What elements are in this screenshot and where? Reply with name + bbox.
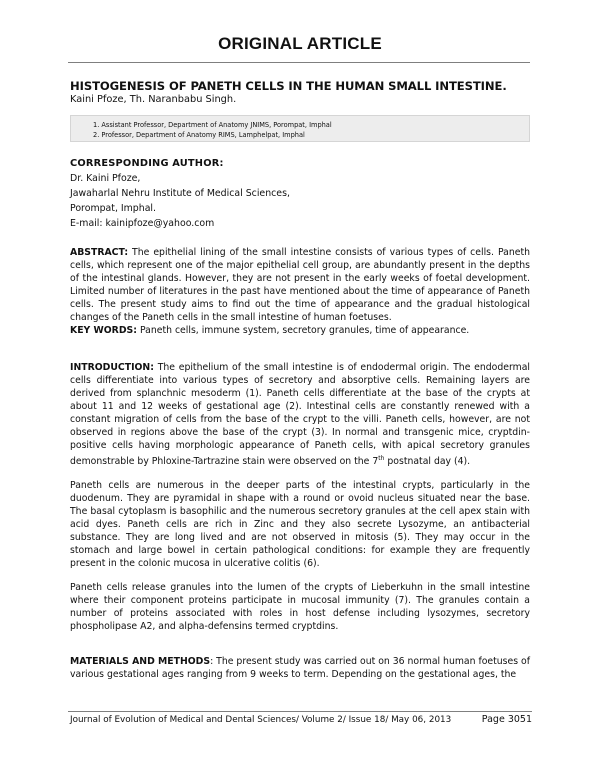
abstract-text: The epithelial lining of the small intestine consists of various types of cells. Paneth cells, which represent one of the major epithelial cell group, are abundantly present in the depths of the intestinal glands. However, they are not present in the early weeks of foetal development. Limited number of literatures in the past have mentioned about the time of appearance of Paneth cells. The present study aims to find out the time of appearance and the gradual histological changes of the Paneth cells in the small intestine of human foetuses. <box>70 247 530 323</box>
page-header-label: ORIGINAL ARTICLE <box>218 34 382 53</box>
affiliations-box <box>70 115 530 142</box>
article-authors: Kaini Pfoze, Th. Naranbabu Singh. <box>70 94 237 105</box>
abstract-section <box>70 246 530 337</box>
introduction-text: The epithelium of the small intestine is of endodermal origin. The endodermal cells differentiate into various types of secretory and absorptive cells. Remaining layers are derived from splanchnic mesoderm (1). Paneth cells differentiate at the base of the crypts at about 11 and 12 weeks of gestational age (2). Intestinal cells are constantly renewed with a constant migration of cells from the base of the crypt to the villi. Paneth cells, however, are not observed in regions above the base of the crypt (3). In normal and transgenic mice, cryptdin-positive cells having morphologic appearance of Paneth cells, with apical secretory granules demonstrable by Phloxine-Tartrazine stain were observed on the 7 <box>70 362 530 468</box>
footer-divider <box>68 711 532 712</box>
methods-section <box>70 655 530 681</box>
keywords-text: Paneth cells, immune system, secretory granules, time of appearance. <box>139 325 470 336</box>
methods-label: MATERIALS AND METHODS <box>70 656 211 667</box>
footer-journal-citation: Journal of Evolution of Medical and Dental Sciences/ Volume 2/ Issue 18/ May 06, 2013 <box>70 715 452 725</box>
paragraph-text: Paneth cells are numerous in the deeper parts of the intestinal crypts, particularly in the duodenum. They are pyramidal in shape with a round or ovoid nucleus situated near the base. The basal cytoplasm is basophilic and the numerous secretory granules at the cell apex stain with acid dyes. Paneth cells are rich in Zinc and they also secrete Lysozyme, an antibacterial substance. They are long lived and are not observed in mitosis (5). They may occur in the stomach and large bowel in certain pathological conditions: for example they are frequently present in the colonic mucosa in ulcerative colitis (6). <box>70 480 530 569</box>
introduction-section <box>70 361 530 468</box>
article-title: HISTOGENESIS OF PANETH CELLS IN THE HUMAN SMALL INTESTINE. <box>70 79 507 93</box>
corresponding-line: Jawaharlal Nehru Institute of Medical Sciences, <box>70 188 290 199</box>
corresponding-author-label: CORRESPONDING AUTHOR: <box>70 158 224 169</box>
methods-text: : The present study was carried out on 36 normal human foetuses of various gestational ages ranging from 9 weeks to term. Depending on the gestational ages, the <box>70 656 530 680</box>
introduction-label: INTRODUCTION: <box>70 362 154 373</box>
introduction-text-end: postnatal day (4). <box>384 456 471 468</box>
corresponding-author-details <box>70 171 290 231</box>
header-divider <box>68 62 530 63</box>
footer-page-number: Page 3051 <box>481 714 532 725</box>
ordinal-superscript: th <box>378 455 385 462</box>
introduction-paragraph-3 <box>70 581 530 633</box>
corresponding-email[interactable]: E-mail: kainipfoze@yahoo.com <box>70 218 215 229</box>
paragraph-text: Paneth cells release granules into the lumen of the crypts of Lieberkuhn in the small intestine where their component proteins participate in mucosal immunity (7). The granules contain a number of proteins associated with roles in host defense including lysozymes, secretory phospholipase A2, and alpha-defensins termed cryptdins. <box>70 582 530 632</box>
keywords-label: KEY WORDS: <box>70 325 137 336</box>
affiliation-item: 1. Assistant Professor, Department of Anatomy JNIMS, Porompat, Imphal <box>93 121 332 129</box>
affiliation-item: 2. Professor, Department of Anatomy RIMS, Lamphelpat, Imphal <box>93 131 305 139</box>
introduction-paragraph-2 <box>70 479 530 570</box>
corresponding-line: Dr. Kaini Pfoze, <box>70 173 141 184</box>
corresponding-line: Porompat, Imphal. <box>70 203 157 214</box>
abstract-label: ABSTRACT: <box>70 247 129 258</box>
